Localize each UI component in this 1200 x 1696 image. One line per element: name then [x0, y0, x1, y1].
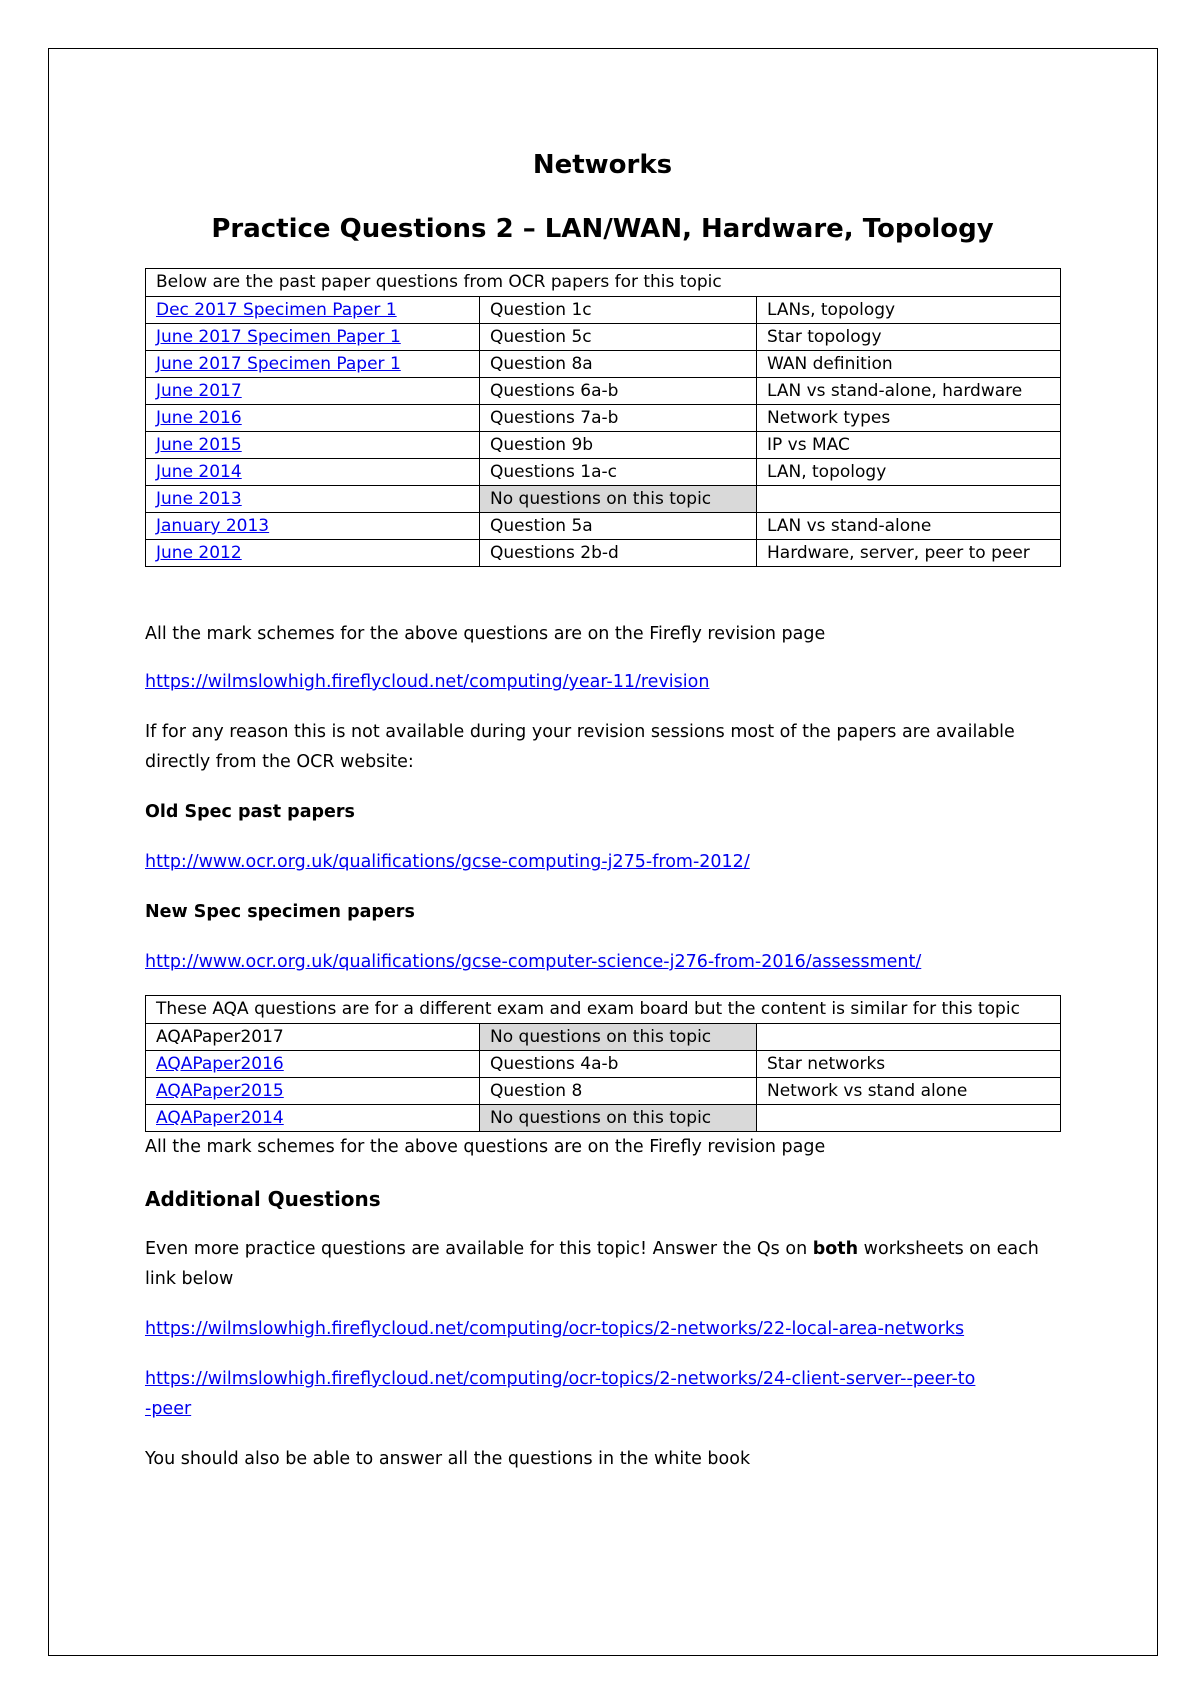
ocr-topic-cell: Hardware, server, peer to peer — [757, 540, 1061, 567]
ocr-table-row — [146, 378, 1061, 405]
ocr-past-papers-table — [145, 268, 1061, 567]
ocr-table-row — [146, 486, 1061, 513]
ocr-paper-link[interactable]: June 2015 — [156, 435, 242, 455]
ocr-table-row — [146, 405, 1061, 432]
ocr-table-header: Below are the past paper questions from OCR papers for this topic — [146, 269, 1061, 297]
aqa-paper-cell — [146, 1078, 480, 1105]
ocr-table-row — [146, 432, 1061, 459]
aqa-paper-cell: AQAPaper2017 — [146, 1024, 480, 1051]
ocr-table-row — [146, 540, 1061, 567]
ocr-paper-cell — [146, 378, 480, 405]
ocr-paper-link[interactable]: Dec 2017 Specimen Paper 1 — [156, 300, 397, 320]
document-body — [145, 140, 1060, 1474]
firefly-revision-link[interactable]: https://wilmslowhigh.fireflycloud.net/computing/year-11/revision — [145, 672, 710, 692]
ocr-paper-cell — [146, 513, 480, 540]
aqa-paper-cell — [146, 1051, 480, 1078]
aqa-topic-cell — [757, 1024, 1061, 1051]
ocr-table-row — [146, 297, 1061, 324]
ocr-topic-cell: LAN vs stand-alone — [757, 513, 1061, 540]
aqa-table-row — [146, 1051, 1061, 1078]
ocr-question-cell: Question 9b — [480, 432, 757, 459]
ocr-paper-link[interactable]: June 2014 — [156, 462, 242, 482]
ocr-paper-cell — [146, 432, 480, 459]
ocr-topic-cell: Star topology — [757, 324, 1061, 351]
ocr-paper-cell — [146, 351, 480, 378]
aqa-paper-cell — [146, 1105, 480, 1132]
ocr-paper-cell — [146, 297, 480, 324]
ocr-question-cell: Questions 1a-c — [480, 459, 757, 486]
ocr-topic-cell: LAN, topology — [757, 459, 1061, 486]
ocr-paper-link[interactable]: June 2017 — [156, 381, 242, 401]
ocr-question-cell: Questions 2b-d — [480, 540, 757, 567]
additional-text-before: Even more practice questions are available for this topic! Answer the Qs on — [145, 1239, 813, 1259]
aqa-question-cell: Questions 4a-b — [480, 1051, 757, 1078]
new-spec-heading: New Spec specimen papers — [145, 902, 415, 922]
ocr-paper-cell — [146, 486, 480, 513]
ocr-topic-cell: WAN definition — [757, 351, 1061, 378]
aqa-table-row — [146, 1105, 1061, 1132]
ocr-paper-cell — [146, 324, 480, 351]
additional-text-bold: both — [812, 1239, 859, 1259]
aqa-table-row — [146, 1024, 1061, 1051]
ocr-paper-link[interactable]: June 2016 — [156, 408, 242, 428]
ocr-paper-link[interactable]: June 2017 Specimen Paper 1 — [156, 327, 401, 347]
aqa-topic-cell: Star networks — [757, 1051, 1061, 1078]
ocr-website-text: If for any reason this is not available during your revision sessions most of the papers are available directly from the OCR website: — [145, 722, 1015, 772]
ocr-paper-cell — [146, 405, 480, 432]
aqa-question-cell: No questions on this topic — [480, 1024, 757, 1051]
ocr-topic-cell: LANs, topology — [757, 297, 1061, 324]
aqa-papers-table — [145, 995, 1061, 1132]
aqa-table-header-row — [146, 996, 1061, 1024]
aqa-question-cell: No questions on this topic — [480, 1105, 757, 1132]
additional-link-client-server[interactable]: https://wilmslowhigh.fireflycloud.net/computing/ocr-topics/2-networks/24-client-server--peer-to-peer — [145, 1369, 976, 1419]
ocr-question-cell: Questions 6a-b — [480, 378, 757, 405]
ocr-question-cell: Question 8a — [480, 351, 757, 378]
ocr-paper-cell — [146, 459, 480, 486]
document-subtitle: Practice Questions 2 – LAN/WAN, Hardware, Topology — [211, 214, 994, 244]
ocr-table-row — [146, 351, 1061, 378]
ocr-paper-link[interactable]: January 2013 — [156, 516, 270, 536]
aqa-paper-link[interactable]: AQAPaper2014 — [156, 1108, 284, 1128]
mark-schemes-text: All the mark schemes for the above questions are on the Firefly revision page — [145, 624, 826, 644]
old-spec-link[interactable]: http://www.ocr.org.uk/qualifications/gcse-computing-j275-from-2012/ — [145, 852, 750, 872]
ocr-table-row — [146, 459, 1061, 486]
ocr-question-cell: Questions 7a-b — [480, 405, 757, 432]
aqa-question-cell: Question 8 — [480, 1078, 757, 1105]
additional-link-local-area-networks[interactable]: https://wilmslowhigh.fireflycloud.net/computing/ocr-topics/2-networks/22-local-area-networks — [145, 1319, 965, 1339]
additional-text-after: worksheets on each link below — [145, 1239, 1039, 1289]
ocr-paper-link[interactable]: June 2012 — [156, 543, 242, 563]
aqa-table-header: These AQA questions are for a different exam and exam board but the content is similar for this topic — [146, 996, 1061, 1024]
ocr-topic-cell: Network types — [757, 405, 1061, 432]
ocr-table-row — [146, 513, 1061, 540]
ocr-paper-cell — [146, 540, 480, 567]
aqa-table-row — [146, 1078, 1061, 1105]
ocr-topic-cell: LAN vs stand-alone, hardware — [757, 378, 1061, 405]
ocr-table-header-row — [146, 269, 1061, 297]
aqa-paper-link[interactable]: AQAPaper2015 — [156, 1081, 284, 1101]
ocr-table-row — [146, 324, 1061, 351]
ocr-paper-link[interactable]: June 2017 Specimen Paper 1 — [156, 354, 401, 374]
ocr-paper-link[interactable]: June 2013 — [156, 489, 242, 509]
ocr-question-cell: No questions on this topic — [480, 486, 757, 513]
ocr-question-cell: Question 1c — [480, 297, 757, 324]
ocr-topic-cell — [757, 486, 1061, 513]
ocr-question-cell: Question 5c — [480, 324, 757, 351]
additional-questions-heading: Additional Questions — [145, 1187, 381, 1211]
document-title: Networks — [532, 150, 673, 180]
new-spec-link[interactable]: http://www.ocr.org.uk/qualifications/gcse-computer-science-j276-from-2016/assessment/ — [145, 952, 922, 972]
ocr-question-cell: Question 5a — [480, 513, 757, 540]
ocr-topic-cell: IP vs MAC — [757, 432, 1061, 459]
aqa-paper-link[interactable]: AQAPaper2016 — [156, 1054, 284, 1074]
white-book-text: You should also be able to answer all the questions in the white book — [145, 1449, 751, 1469]
mark-schemes-text-2: All the mark schemes for the above questions are on the Firefly revision page — [145, 1137, 826, 1157]
old-spec-heading: Old Spec past papers — [145, 802, 355, 822]
aqa-topic-cell: Network vs stand alone — [757, 1078, 1061, 1105]
aqa-topic-cell — [757, 1105, 1061, 1132]
additional-questions-text — [145, 1234, 1060, 1294]
